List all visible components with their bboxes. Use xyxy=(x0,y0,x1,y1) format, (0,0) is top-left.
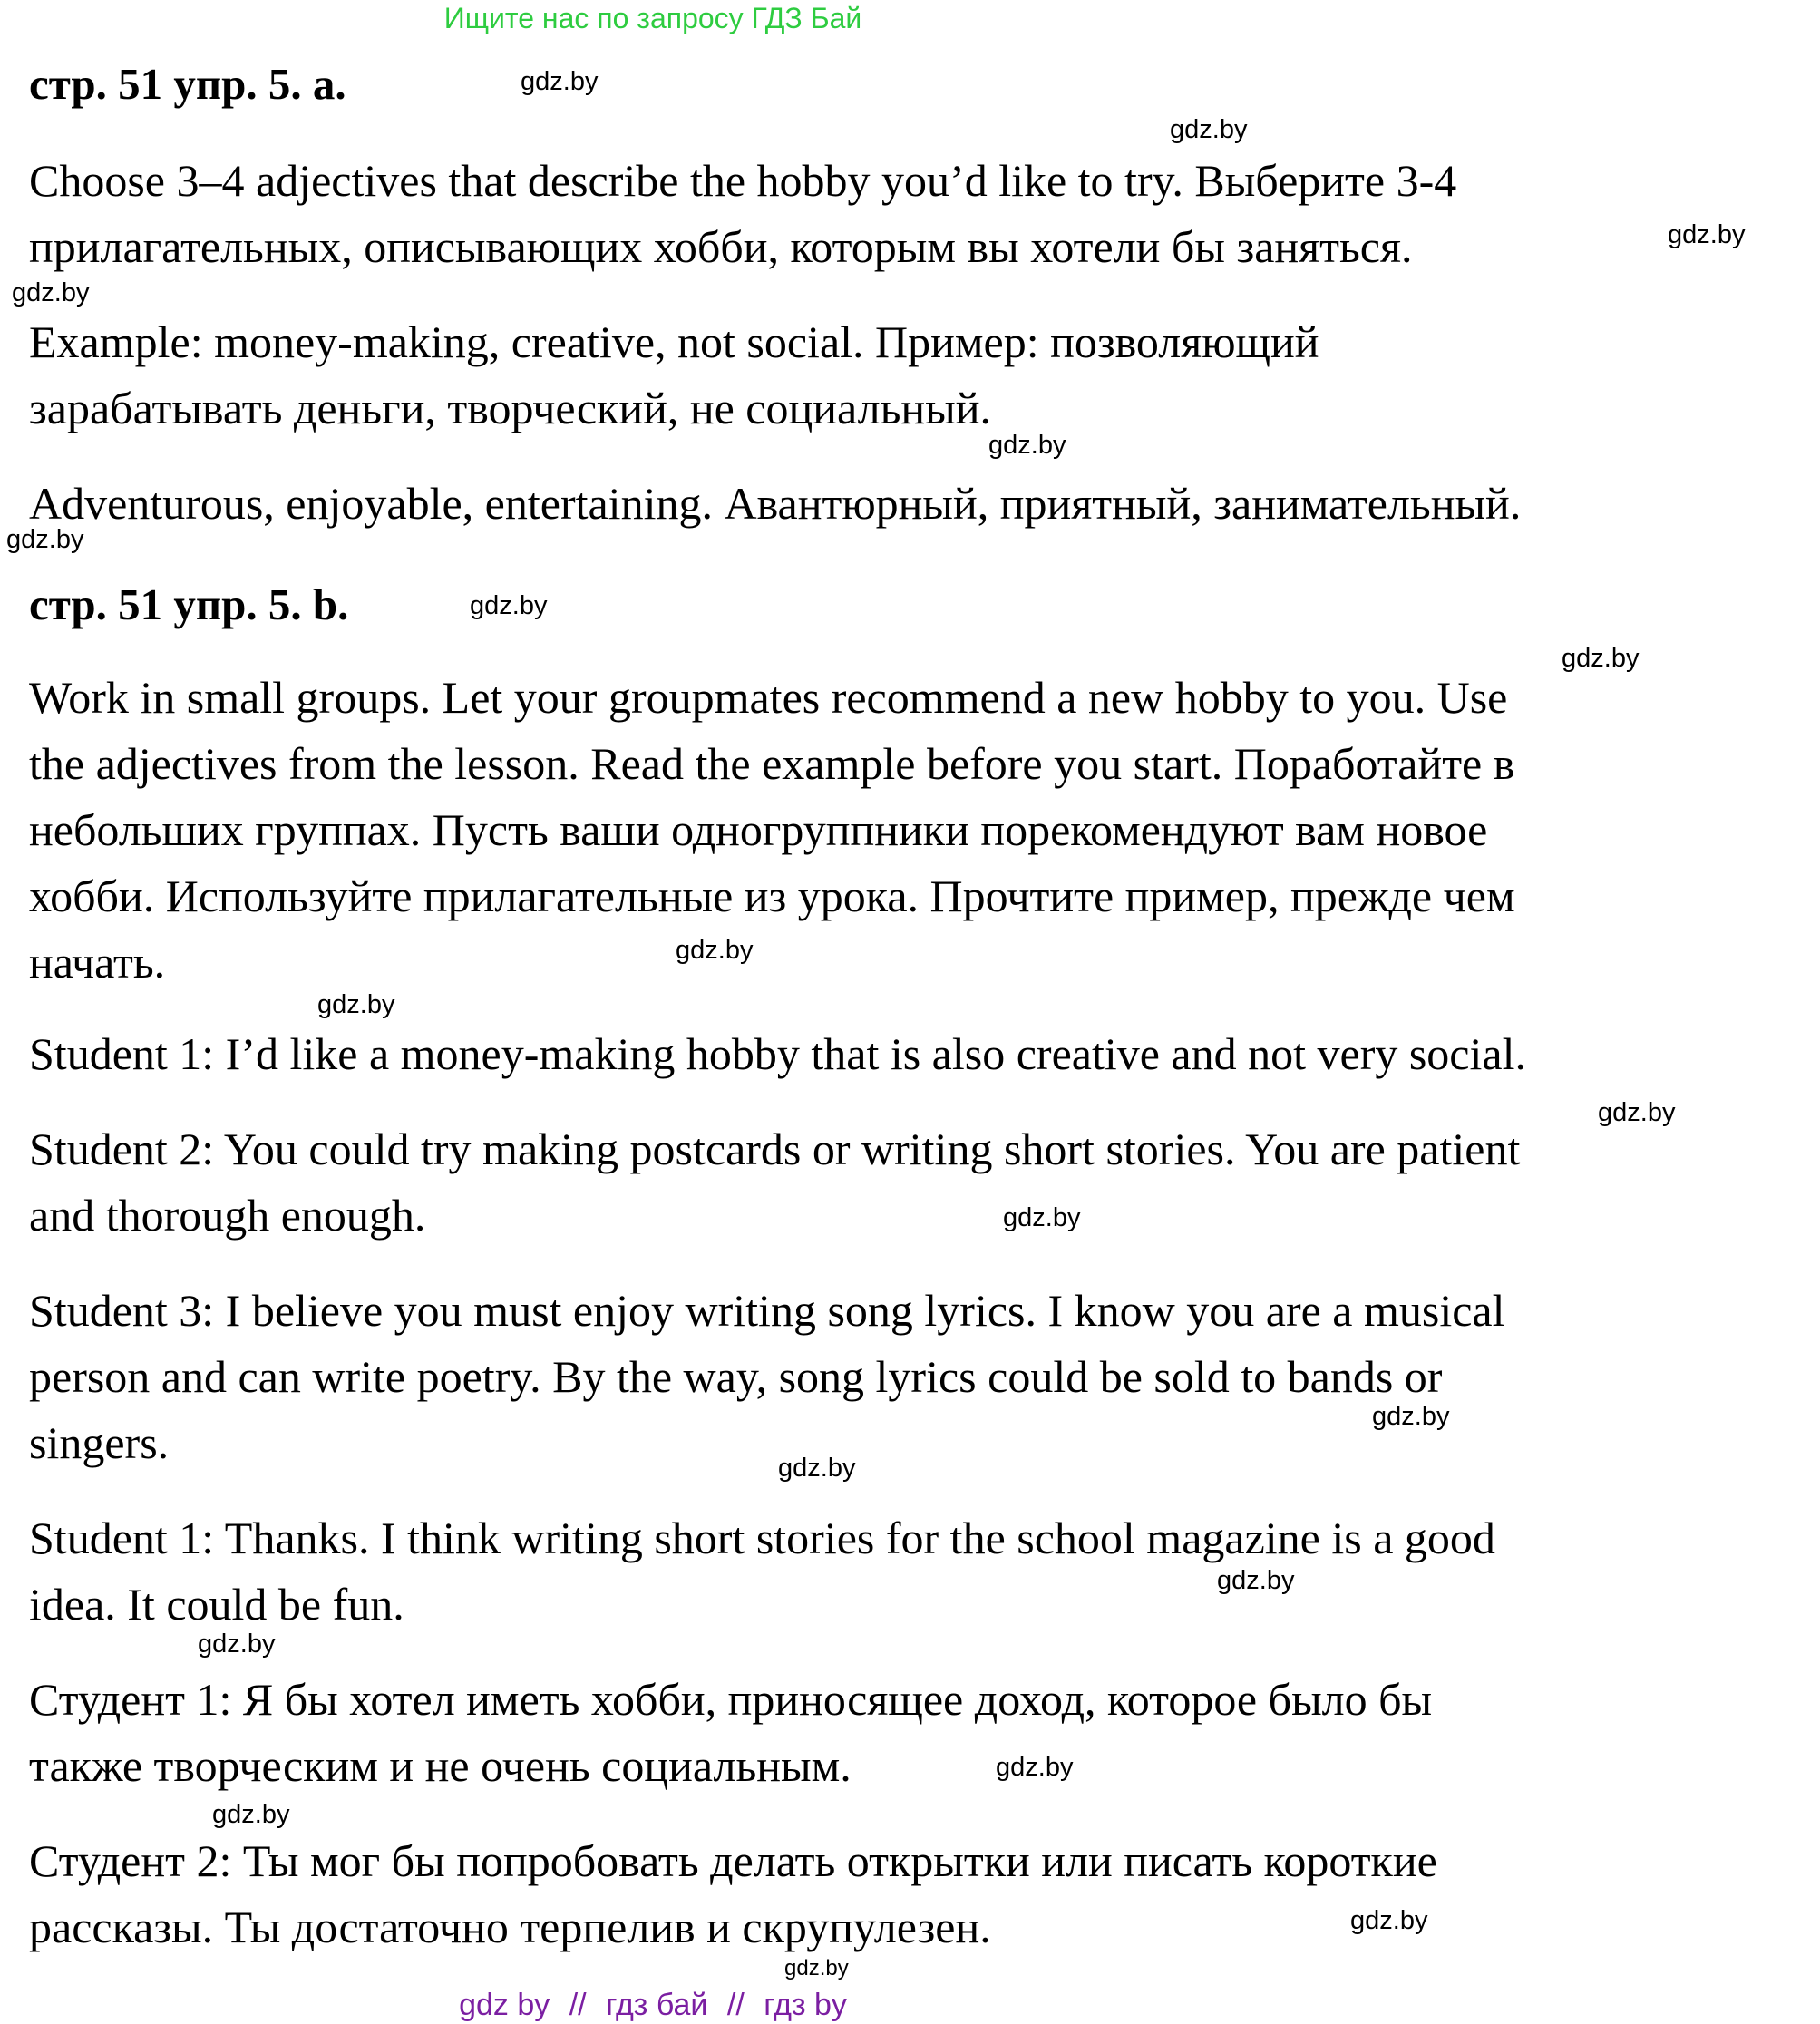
paragraph-line: singers. xyxy=(29,1417,170,1468)
paragraph-line: and thorough enough. xyxy=(29,1190,426,1241)
paragraph-line: небольших группах. Пусть ваши одногруппники порекомендуют вам новое xyxy=(29,804,1488,855)
watermark: gdz.by xyxy=(212,1800,290,1829)
paragraph-line: Student 2: You could try making postcards or writing short stories. You are patient xyxy=(29,1124,1521,1174)
watermark: gdz.by xyxy=(470,591,548,620)
watermark: gdz.by xyxy=(988,431,1066,460)
watermark: gdz.by xyxy=(12,278,90,307)
top-banner: Ищите нас по запросу ГДЗ Бай xyxy=(443,2,862,34)
watermark: gdz.by xyxy=(676,936,754,965)
watermark: gdz.by xyxy=(778,1454,856,1483)
watermark: gdz.by xyxy=(1350,1906,1428,1935)
paragraph-line: зарабатывать деньги, творческий, не социальный. xyxy=(29,383,991,433)
paragraph-line: также творческим и не очень социальным. xyxy=(29,1740,852,1791)
paragraph-line: Example: money-making, creative, not social. Пример: позволяющий xyxy=(29,316,1319,367)
paragraph-line: Student 3: I believe you must enjoy writing song lyrics. I know you are a musical xyxy=(29,1285,1505,1336)
footer-separator: // xyxy=(569,1988,587,2022)
watermark: gdz.by xyxy=(198,1630,276,1659)
watermark: gdz.by xyxy=(1170,115,1248,144)
dialogue-ru-student2 xyxy=(29,1828,1437,1961)
watermark: gdz.by xyxy=(1003,1203,1081,1232)
watermark: gdz.by xyxy=(1668,220,1746,249)
footer-link-gdz-bai[interactable]: гдз бай xyxy=(606,1988,708,2022)
paragraph-line: the adjectives from the lesson. Read the example before you start. Поработайте в xyxy=(29,738,1515,789)
watermark: gdz.by xyxy=(1562,644,1640,673)
paragraph-line: Студент 2: Ты мог бы попробовать делать открытки или писать короткие xyxy=(29,1835,1437,1886)
paragraph-instruction-5b xyxy=(29,665,1515,996)
dialogue-student3 xyxy=(29,1278,1505,1476)
paragraph-line: Adventurous, enjoyable, entertaining. Авантюрный, приятный, занимательный. xyxy=(29,478,1522,529)
dialogue-student2 xyxy=(29,1116,1520,1249)
footer-link-gdz-by[interactable]: gdz by xyxy=(459,1988,550,2022)
paragraph-line: хобби. Используйте прилагательные из урока. Прочтите пример, прежде чем xyxy=(29,871,1515,921)
watermark: gdz.by xyxy=(1598,1098,1676,1127)
paragraph-line: рассказы. Ты достаточно терпелив и скрупулезен. xyxy=(29,1902,991,1952)
watermark: gdz.by xyxy=(1217,1566,1295,1595)
watermark: gdz.by xyxy=(996,1753,1074,1782)
paragraph-answer-5a xyxy=(29,471,1521,537)
paragraph-line: Choose 3–4 adjectives that describe the hobby you’d like to try. Выберите 3-4 xyxy=(29,155,1457,206)
watermark: gdz.by xyxy=(784,1956,849,1980)
footer-links xyxy=(0,1987,1306,2023)
watermark: gdz.by xyxy=(317,990,395,1019)
paragraph-line: Student 1: Thanks. I think writing short stories for the school magazine is a good xyxy=(29,1513,1495,1563)
paragraph-line: Work in small groups. Let your groupmates recommend a new hobby to you. Use xyxy=(29,672,1508,723)
exercise-heading-5a: стр. 51 упр. 5. a. xyxy=(29,59,346,109)
footer-link-gdz-by-ru[interactable]: гдз by xyxy=(764,1988,847,2022)
paragraph-line: Студент 1: Я бы хотел иметь хобби, приносящее доход, которое было бы xyxy=(29,1674,1433,1725)
exercise-heading-5b: стр. 51 упр. 5. b. xyxy=(29,579,349,629)
footer-separator: // xyxy=(726,1988,745,2022)
paragraph-instruction-5a xyxy=(29,148,1456,280)
dialogue-ru-student1 xyxy=(29,1667,1432,1799)
watermark: gdz.by xyxy=(1372,1402,1450,1431)
paragraph-line: прилагательных, описывающих хобби, которым вы хотели бы заняться. xyxy=(29,221,1413,272)
paragraph-line: person and can write poetry. By the way, song lyrics could be sold to bands or xyxy=(29,1351,1443,1402)
watermark: gdz.by xyxy=(521,67,599,96)
paragraph-example-5a xyxy=(29,309,1319,442)
watermark: gdz.by xyxy=(6,525,84,554)
paragraph-line: Student 1: I’d like a money-making hobby that is also creative and not very social. xyxy=(29,1028,1526,1079)
paragraph-line: начать. xyxy=(29,937,166,988)
paragraph-line: idea. It could be fun. xyxy=(29,1579,404,1630)
dialogue-student1-line1 xyxy=(29,1021,1526,1087)
